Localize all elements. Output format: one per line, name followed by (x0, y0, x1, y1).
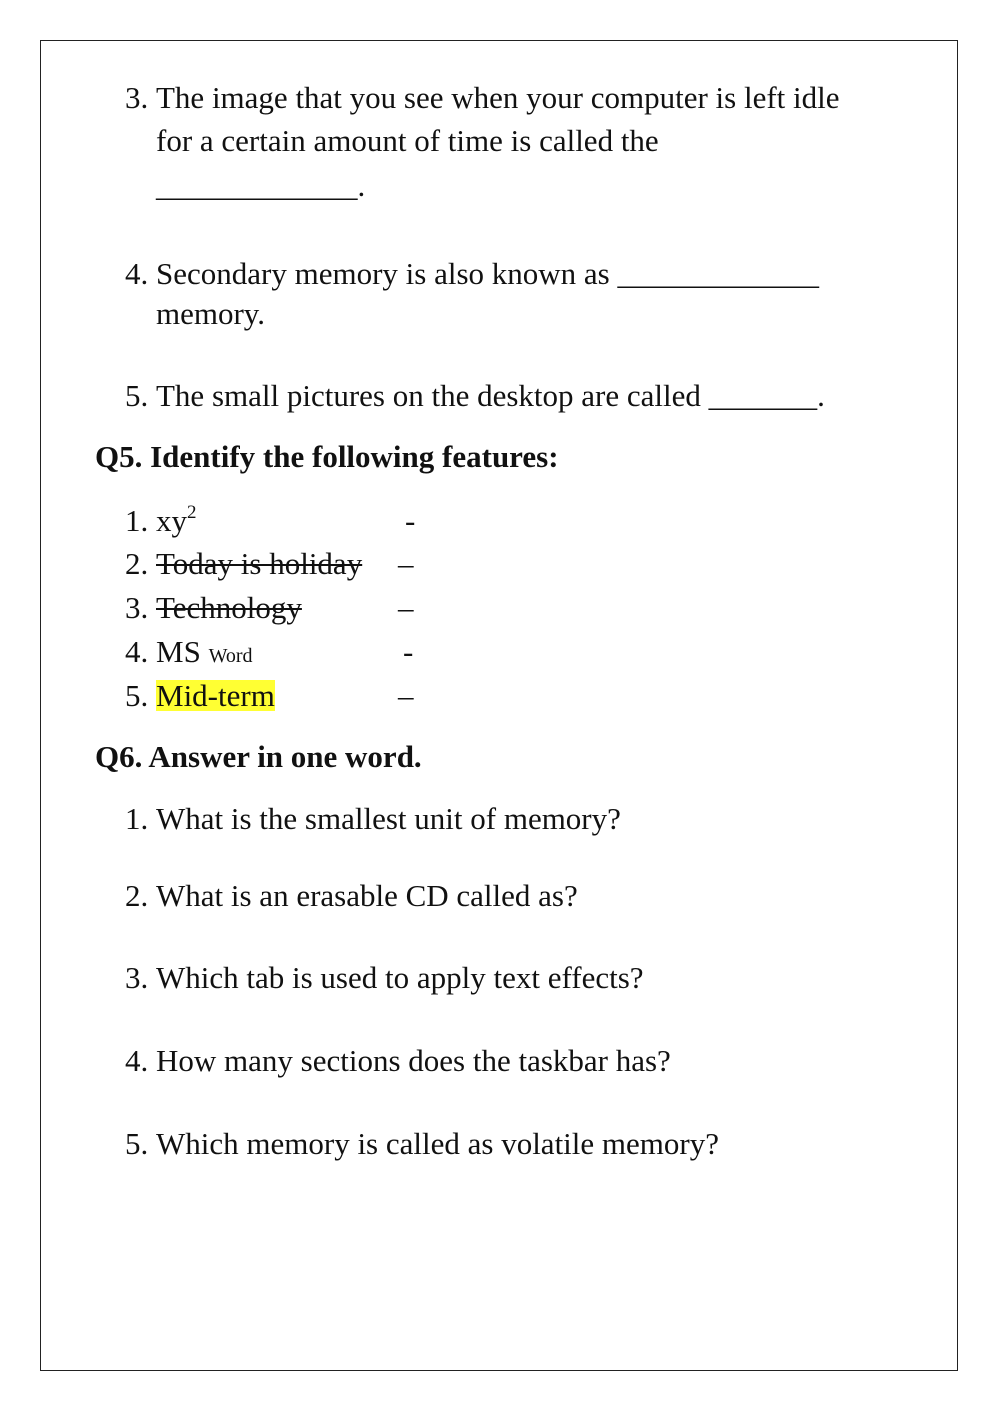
q5-item-4-subscript: Word (208, 645, 253, 667)
q4-item-5-line1: The small pictures on the desktop are called _______. (156, 378, 825, 413)
q6-item-2-text: What is an erasable CD called as? (156, 878, 578, 913)
q4-item-4-number: 4. (125, 256, 149, 291)
q6-item-3-text: Which tab is used to apply text effects? (156, 960, 644, 995)
q5-item-4-number: 4. (125, 634, 149, 669)
q5-item-5-number: 5. (125, 678, 149, 713)
q5-item-2-text: Today is holiday (156, 546, 363, 581)
q6-item-3-number: 3. (125, 960, 149, 995)
q5-item-4-text (156, 636, 253, 667)
q6-item-4-number: 4. (125, 1043, 149, 1078)
q5-item-3-number: 3. (125, 590, 149, 625)
q4-item-4-line1: Secondary memory is also known as _____________ (156, 256, 819, 291)
q5-item-1-number: 1. (125, 503, 149, 538)
q5-item-1-dash: - (405, 503, 416, 538)
q4-item-3-number: 3. (125, 80, 149, 115)
q4-item-3-line2: for a certain amount of time is called the (156, 123, 659, 158)
q5-item-4-base: MS (156, 634, 201, 669)
q6-item-4-text: How many sections does the taskbar has? (156, 1043, 671, 1078)
q5-item-1-superscript: 2 (187, 502, 197, 523)
q6-item-5-text: Which memory is called as volatile memory? (156, 1126, 719, 1161)
q6-item-2-number: 2. (125, 878, 149, 913)
q5-item-2-number: 2. (125, 546, 149, 581)
q5-item-5-text: Mid-term (156, 678, 275, 713)
q6-item-1-number: 1. (125, 801, 149, 836)
q5-item-1-base: xy (156, 503, 187, 538)
q4-item-5-number: 5. (125, 378, 149, 413)
q6-item-1-text: What is the smallest unit of memory? (156, 801, 621, 836)
q5-item-3-text: Technology (156, 590, 302, 625)
q6-item-5-number: 5. (125, 1126, 149, 1161)
q5-item-1-text (156, 502, 197, 538)
q4-item-3-line1: The image that you see when your computer is left idle (156, 80, 840, 115)
q5-item-3-dash: – (398, 590, 414, 625)
q5-heading: Q5. Identify the following features: (95, 439, 559, 474)
q5-item-5-dash: – (398, 678, 414, 713)
q4-item-3-blank: _____________. (156, 168, 366, 203)
q5-item-2-dash: – (398, 546, 414, 581)
q4-item-4-line2: memory. (156, 296, 266, 331)
q5-item-4-dash: - (403, 634, 414, 669)
q6-heading: Q6. Answer in one word. (95, 739, 422, 774)
